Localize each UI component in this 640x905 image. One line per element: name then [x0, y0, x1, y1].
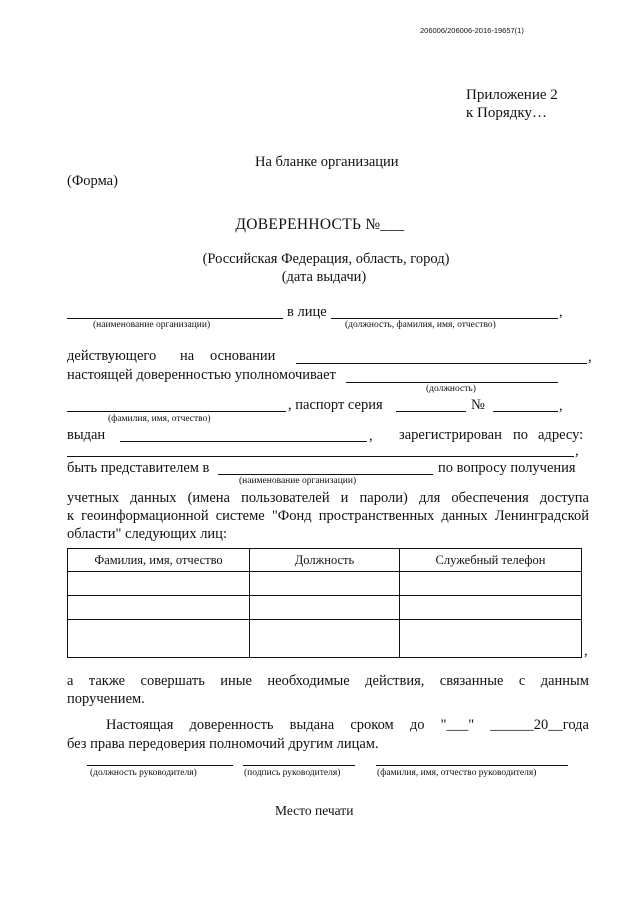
table-cell[interactable] [68, 572, 250, 596]
word: с [518, 673, 526, 689]
word: пространственных [318, 508, 435, 524]
validity-day-field[interactable]: "___" [440, 717, 475, 733]
registered-word: зарегистрирован [399, 427, 502, 443]
table-cell[interactable] [250, 572, 400, 596]
at-word: по [513, 427, 529, 443]
on-word: на [180, 348, 195, 364]
table-cell[interactable] [250, 620, 400, 658]
also-line-2: поручением. [67, 691, 145, 707]
word: Ленинградской [494, 508, 589, 524]
caption-position-fio: (должность, фамилия, имя, отчество) [345, 320, 496, 330]
basis-line[interactable] [296, 363, 587, 364]
comma: , [559, 304, 563, 320]
word: данных [130, 490, 177, 506]
caption-fio: (фамилия, имя, отчество) [108, 414, 211, 424]
representative-line[interactable] [331, 318, 558, 319]
appendix-line-2: к Порядку… [466, 105, 547, 121]
comma: , [584, 643, 588, 659]
word: (имена [187, 490, 230, 506]
word: сроком [350, 717, 394, 733]
organization-name-line[interactable] [67, 318, 283, 319]
caption-head-signature: (подпись руководителя) [244, 768, 341, 778]
word: Настоящая [106, 717, 174, 733]
caption-organization: (наименование организации) [93, 320, 211, 330]
word: доступа [539, 490, 589, 506]
word: геоинформационной [81, 508, 209, 524]
table-row [68, 572, 582, 596]
table-row [68, 620, 582, 658]
issued-label: выдан [67, 427, 106, 443]
represent-organization-line[interactable] [218, 474, 433, 475]
validity-line-1 [106, 717, 589, 734]
address-line[interactable] [67, 456, 574, 457]
table-cell[interactable] [400, 596, 582, 620]
caption-head-fio: (фамилия, имя, отчество руководителя) [377, 768, 537, 778]
caption-position: (должность) [426, 384, 476, 394]
in-person-label: в лице [287, 304, 327, 320]
authorized-position-line[interactable] [346, 382, 558, 383]
word: данным [540, 673, 589, 689]
address-word: адресу: [538, 427, 584, 443]
purpose-line-3: области" следующих лиц: [67, 526, 227, 542]
word: "Фонд [271, 508, 312, 524]
issue-date: (дата выдачи) [281, 269, 367, 285]
acting-word: действующего [67, 348, 157, 364]
authorized-fio-line[interactable] [67, 411, 286, 412]
passport-number-line[interactable] [493, 411, 558, 412]
table-cell[interactable] [68, 596, 250, 620]
purpose-line-2 [67, 508, 589, 525]
document-id: 206006/206006-2016-19657(1) [420, 26, 524, 35]
represent-suffix: по вопросу получения [438, 460, 576, 476]
table-cell[interactable] [250, 596, 400, 620]
document-title: ДОВЕРЕННОСТЬ №___ [235, 216, 405, 233]
letterhead-note: На бланке организации [255, 154, 399, 170]
form-label: (Форма) [67, 173, 118, 189]
validity-line-2: без права передоверия полномочий другим лицам. [67, 736, 379, 752]
word: выдана [289, 717, 335, 733]
appendix-line-1: Приложение 2 [466, 87, 558, 103]
table-cell[interactable] [68, 620, 250, 658]
comma: , [575, 443, 579, 459]
word: связанные [439, 673, 504, 689]
purpose-line-1 [67, 490, 589, 507]
word: системе [215, 508, 265, 524]
seal-place: Место печати [275, 803, 354, 818]
word: и [340, 490, 349, 506]
signature-line[interactable] [243, 765, 355, 766]
table-cell[interactable] [400, 572, 582, 596]
fio-signature-line[interactable] [376, 765, 568, 766]
comma: , [588, 349, 592, 365]
validity-date-field[interactable]: ______20__года [490, 717, 589, 733]
word: а [67, 673, 74, 689]
word: пользователей [241, 490, 330, 506]
comma: , [559, 398, 563, 414]
passport-series-label: , паспорт серия [288, 397, 383, 413]
also-line-1 [67, 673, 589, 690]
table-cell[interactable] [400, 620, 582, 658]
word: к [67, 508, 75, 524]
position-signature-line[interactable] [87, 765, 233, 766]
column-header-position: Должность [250, 549, 400, 572]
word: пароли) [359, 490, 408, 506]
comma: , [369, 428, 373, 444]
table-header-row [68, 549, 582, 572]
word: иные [220, 673, 252, 689]
word: данных [441, 508, 488, 524]
column-header-phone: Служебный телефон [400, 549, 582, 572]
place-of-issue: (Российская Федерация, область, город) [202, 251, 450, 267]
word: необходимые [267, 673, 350, 689]
authorized-persons-table [67, 548, 582, 658]
caption-head-position: (должность руководителя) [90, 768, 197, 778]
caption-organization: (наименование организации) [239, 476, 357, 486]
word: для [418, 490, 441, 506]
word: также [88, 673, 126, 689]
passport-number-label: № [471, 397, 485, 413]
word: действия, [365, 673, 425, 689]
word: совершать [140, 673, 205, 689]
column-header-fio: Фамилия, имя, отчество [68, 549, 250, 572]
represent-prefix: быть представителем в [67, 460, 210, 476]
authorizes-text: настоящей доверенностью уполномочивает [67, 367, 336, 383]
word: доверенность [189, 717, 274, 733]
passport-series-line[interactable] [396, 411, 466, 412]
word: обеспечения [451, 490, 529, 506]
table-row [68, 596, 582, 620]
word: учетных [67, 490, 120, 506]
word: до [409, 717, 425, 733]
issued-by-line[interactable] [120, 441, 367, 442]
basis-word: основании [210, 348, 276, 364]
